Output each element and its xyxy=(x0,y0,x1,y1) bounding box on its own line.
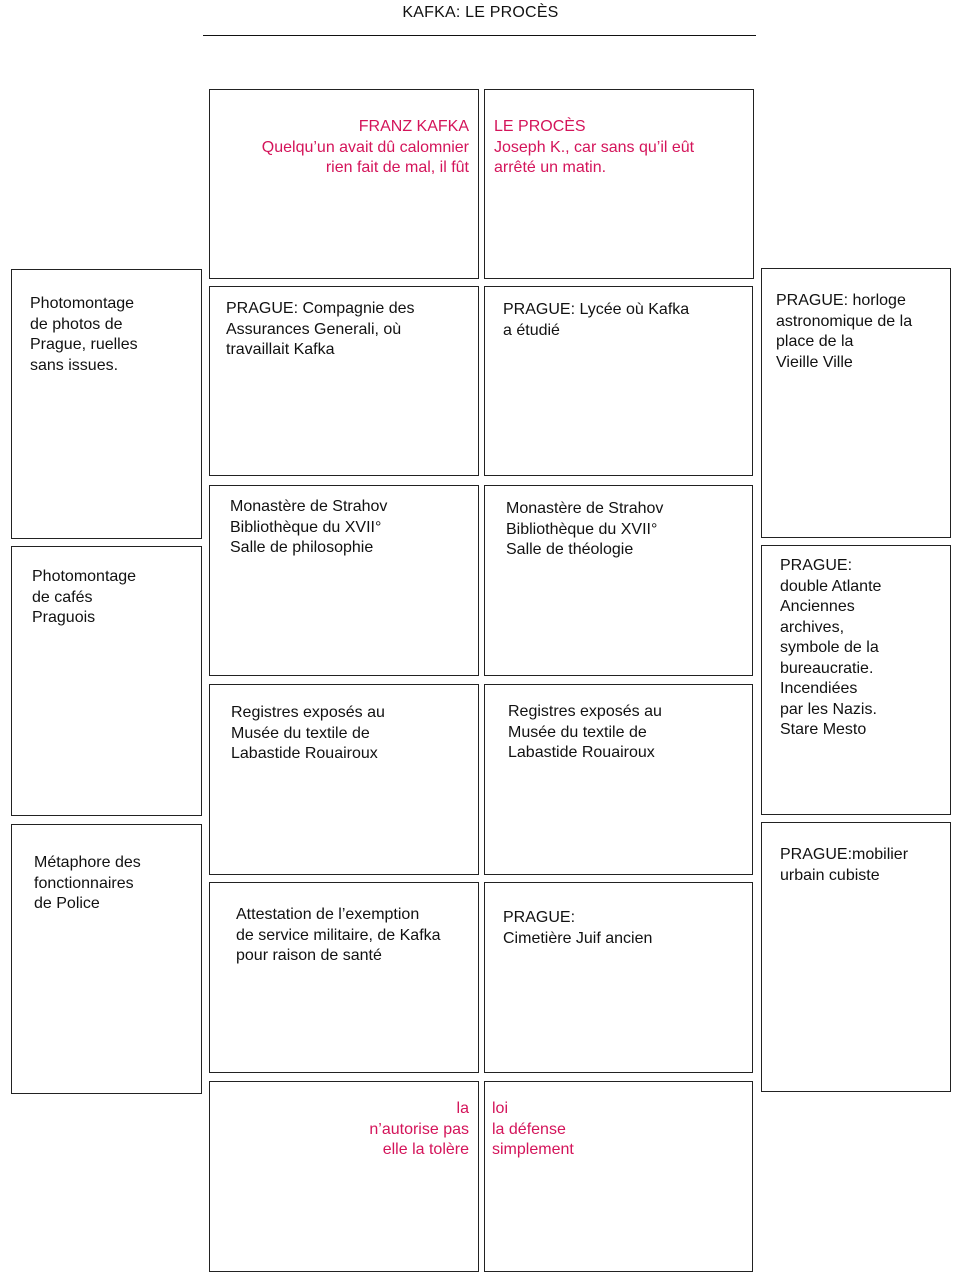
center-left-panel-3-text: Monastère de Strahov Bibliothèque du XVII° Salle de philosophie xyxy=(230,498,388,556)
center-left-panel-4-text: Registres exposés au Musée du textile de Labastide Rouairoux xyxy=(231,704,385,762)
center-right-panel-4 xyxy=(484,684,753,875)
center-right-panel-3 xyxy=(484,485,753,676)
center-left-panel-6-text: la n’autorise pas elle la tolère xyxy=(369,1100,469,1158)
right-panel-3 xyxy=(761,822,951,1092)
left-panel-3 xyxy=(11,824,202,1094)
center-left-panel-5 xyxy=(209,882,479,1073)
center-right-panel-2 xyxy=(484,286,753,476)
left-panel-3-text: Métaphore des fonctionnaires de Police xyxy=(34,854,141,912)
center-right-panel-3-text: Monastère de Strahov Bibliothèque du XVII° Salle de théologie xyxy=(506,500,664,558)
left-panel-1-text: Photomontage de photos de Prague, ruelles sans issues. xyxy=(30,295,138,374)
center-left-panel-1-text: FRANZ KAFKA Quelqu’un avait dû calomnier rien fait de mal, il fût xyxy=(261,118,469,176)
center-left-panel-2 xyxy=(209,286,479,476)
left-panel-1 xyxy=(11,269,202,539)
center-left-panel-6 xyxy=(209,1081,479,1272)
center-left-panel-2-text: PRAGUE: Compagnie des Assurances Generali, où travaillait Kafka xyxy=(226,300,415,358)
center-left-panel-1 xyxy=(209,89,479,279)
center-right-panel-6-text: loi la défense simplement xyxy=(492,1100,574,1158)
center-right-panel-5-text: PRAGUE: Cimetière Juif ancien xyxy=(503,909,653,947)
left-panel-2 xyxy=(11,546,202,816)
left-panel-2-text: Photomontage de cafés Praguois xyxy=(32,568,137,626)
page-title: KAFKA: LE PROCÈS xyxy=(402,4,559,21)
right-panel-2-text: PRAGUE: double Atlante Anciennes archives, symbole de la bureaucratie. Incendiées par les Nazis. Stare Mesto xyxy=(780,557,882,738)
center-left-panel-4 xyxy=(209,684,479,875)
right-panel-1-text: PRAGUE: horloge astronomique de la place de la Vieille Ville xyxy=(776,292,913,371)
center-left-panel-5-text: Attestation de l’exemption de service militaire, de Kafka pour raison de santé xyxy=(236,906,441,964)
center-right-panel-4-text: Registres exposés au Musée du textile de Labastide Rouairoux xyxy=(508,703,662,761)
center-right-panel-6 xyxy=(484,1081,753,1272)
right-panel-3-text: PRAGUE:mobilier urbain cubiste xyxy=(780,846,909,884)
right-panel-2 xyxy=(761,545,951,815)
center-left-panel-3 xyxy=(209,485,479,676)
center-right-panel-1 xyxy=(484,89,754,279)
center-right-panel-1-text: LE PROCÈS Joseph K., car sans qu’il eût arrêté un matin. xyxy=(494,118,695,176)
center-right-panel-5 xyxy=(484,882,753,1073)
center-right-panel-2-text: PRAGUE: Lycée où Kafka a étudié xyxy=(503,301,690,339)
right-panel-1 xyxy=(761,268,951,538)
title-underline xyxy=(203,35,756,36)
